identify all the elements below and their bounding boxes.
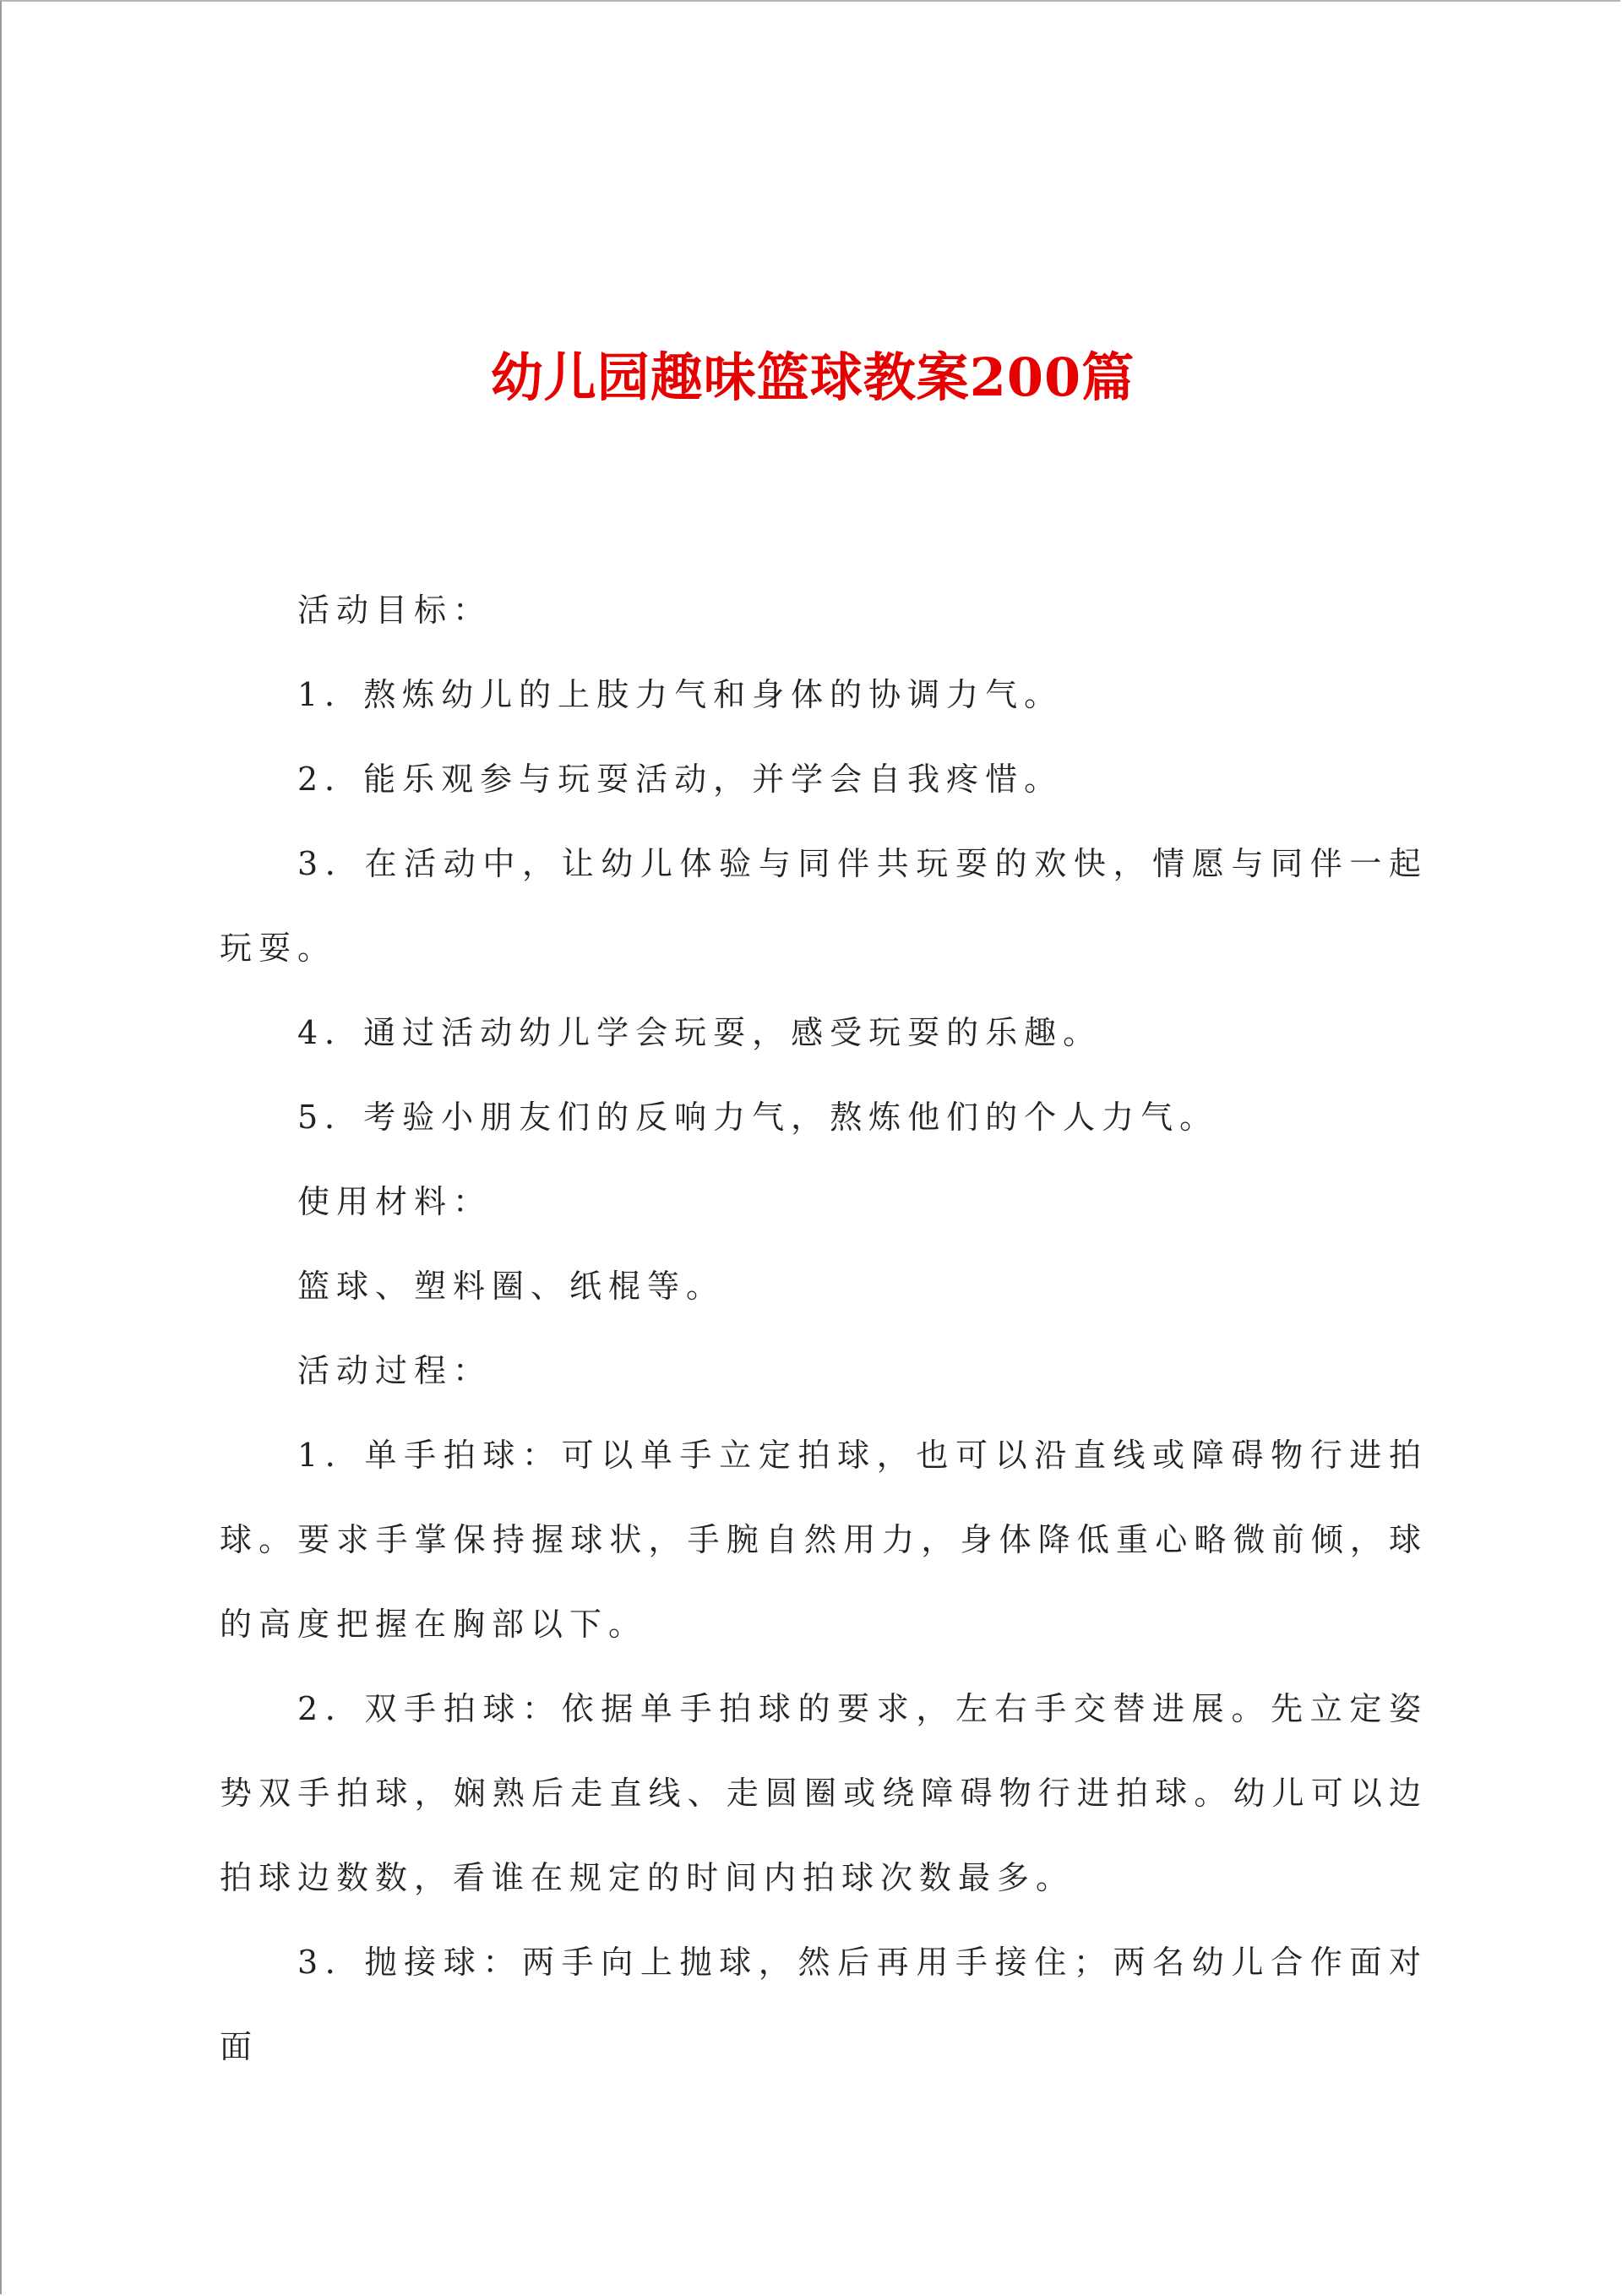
paragraph-materials-heading: 使用材料：	[297, 1183, 493, 1220]
document-body	[220, 568, 1428, 2089]
paragraph-process-heading: 活动过程：	[297, 1352, 493, 1389]
document-title: 幼儿园趣味篮球教案200篇	[490, 346, 1135, 408]
paragraph-goal-1: 1．熬炼幼儿的上肢力气和身体的协调力气。	[297, 676, 1064, 713]
paragraph-goal-2: 2．能乐观参与玩耍活动，并学会自我疼惜。	[297, 761, 1064, 798]
paragraph-activity-goals-heading: 活动目标：	[297, 592, 493, 629]
paragraph-goal-3: 3．在活动中，让幼儿体验与同伴共玩耍的欢快，情愿与同伴一起玩耍。	[220, 845, 1428, 967]
paragraph-step-2: 2．双手拍球：依据单手拍球的要求，左右手交替进展。先立定姿势双手拍球，娴熟后走直线、走圆圈或绕障碍物行进拍球。幼儿可以边拍球边数数，看谁在规定的时间内拍球次数最多。	[220, 1690, 1428, 1896]
paragraph-goal-4: 4．通过活动幼儿学会玩耍，感受玩耍的乐趣。	[297, 1014, 1102, 1051]
paragraph-step-1: 1．单手拍球：可以单手立定拍球，也可以沿直线或障碍物行进拍球。要求手掌保持握球状，手腕自然用力，身体降低重心略微前倾，球的高度把握在胸部以下。	[220, 1437, 1428, 1643]
paragraph-materials: 篮球、塑料圈、纸棍等。	[297, 1268, 726, 1305]
paragraph-step-3: 3．抛接球：两手向上抛球，然后再用手接住；两名幼儿合作面对面	[220, 1944, 1428, 2065]
paragraph-goal-5: 5．考验小朋友们的反响力气，熬炼他们的个人力气。	[297, 1099, 1219, 1136]
